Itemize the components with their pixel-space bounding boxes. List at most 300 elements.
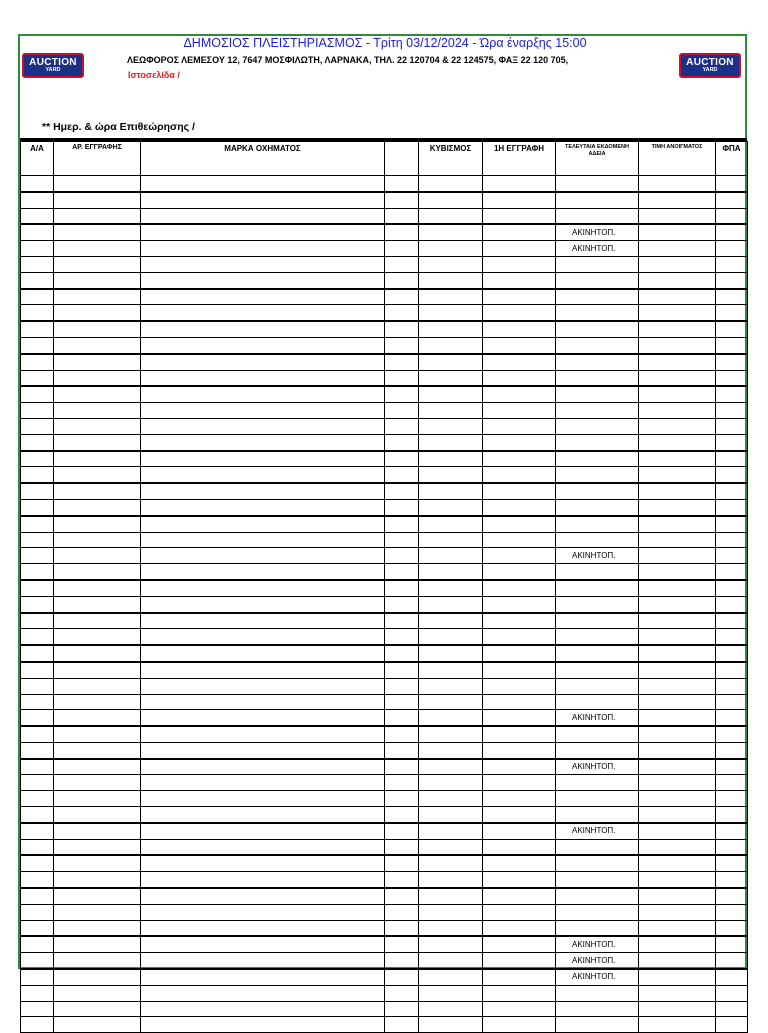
table-cell [716, 920, 748, 936]
license-cell [556, 403, 639, 419]
license-cell [556, 629, 639, 645]
table-cell [716, 548, 748, 564]
table-cell [54, 985, 141, 1001]
table-cell [54, 256, 141, 272]
table-cell [639, 403, 716, 419]
table-cell [54, 386, 141, 402]
table-cell [385, 256, 419, 272]
table-cell [141, 742, 385, 758]
table-cell [419, 418, 483, 434]
table-cell [141, 936, 385, 952]
table-row [21, 272, 748, 288]
table-cell [419, 904, 483, 920]
license-cell [556, 1001, 639, 1017]
table-row [21, 985, 748, 1001]
table-cell [385, 872, 419, 888]
table-cell [141, 888, 385, 904]
table-cell [419, 499, 483, 515]
table-cell [141, 580, 385, 596]
table-cell [483, 564, 556, 580]
table-cell [141, 451, 385, 467]
table-cell [385, 370, 419, 386]
table-cell [141, 953, 385, 969]
table-cell [639, 516, 716, 532]
auction-title: ΔΗΜΟΣΙΟΣ ΠΛΕΙΣΤΗΡΙΑΣΜΟΣ - Τρίτη 03/12/2024 - Ώρα έναρξης 15:00 [183, 36, 587, 50]
table-cell [21, 629, 54, 645]
table-cell [54, 904, 141, 920]
table-row [21, 936, 748, 952]
table-cell [141, 791, 385, 807]
license-cell [556, 354, 639, 370]
table-cell [419, 548, 483, 564]
table-cell [483, 1017, 556, 1033]
table-cell [419, 759, 483, 775]
table-cell [21, 241, 54, 257]
license-cell [556, 208, 639, 224]
table-cell [716, 321, 748, 337]
table-cell [21, 256, 54, 272]
table-cell [483, 888, 556, 904]
table-cell [385, 224, 419, 240]
table-cell [385, 548, 419, 564]
table-cell [21, 742, 54, 758]
table-cell [21, 224, 54, 240]
table-cell [141, 710, 385, 726]
table-cell [21, 872, 54, 888]
table-cell [419, 403, 483, 419]
table-cell [141, 920, 385, 936]
table-cell [141, 678, 385, 694]
table-cell [716, 1001, 748, 1017]
table-cell [141, 241, 385, 257]
table-cell [141, 823, 385, 839]
table-cell [385, 1001, 419, 1017]
table-cell [21, 289, 54, 305]
table-cell [141, 354, 385, 370]
license-cell [556, 596, 639, 612]
license-cell [556, 872, 639, 888]
table-row [21, 305, 748, 321]
table-cell [385, 662, 419, 678]
table-cell [483, 548, 556, 564]
license-cell [556, 613, 639, 629]
table-cell [419, 855, 483, 871]
table-cell [483, 969, 556, 985]
table-cell [385, 645, 419, 662]
table-cell [385, 451, 419, 467]
table-cell [21, 192, 54, 208]
table-cell [141, 1001, 385, 1017]
table-cell [385, 467, 419, 483]
table-cell [141, 224, 385, 240]
table-cell [141, 904, 385, 920]
table-row [21, 467, 748, 483]
table-cell [716, 823, 748, 839]
table-row [21, 386, 748, 402]
table-cell [141, 985, 385, 1001]
table-cell [141, 403, 385, 419]
col-header-last-license: ΤΕΛΕΥΤΑΙΑ ΕΚΔΟΜΕΝΗ ΑΔΕΙΑ [556, 142, 639, 176]
table-cell [21, 920, 54, 936]
table-cell [54, 289, 141, 305]
table-cell [639, 434, 716, 450]
table-cell [21, 451, 54, 467]
table-cell [639, 904, 716, 920]
table-row [21, 548, 748, 564]
table-cell [419, 516, 483, 532]
table-cell [639, 985, 716, 1001]
table-cell [419, 969, 483, 985]
table-cell [639, 1001, 716, 1017]
table-cell [54, 305, 141, 321]
table-cell [639, 548, 716, 564]
table-cell [639, 953, 716, 969]
table-cell [385, 855, 419, 871]
table-cell [419, 192, 483, 208]
table-cell [419, 596, 483, 612]
table-cell [483, 467, 556, 483]
table-cell [639, 451, 716, 467]
license-cell [556, 434, 639, 450]
table-cell [385, 434, 419, 450]
table-cell [54, 483, 141, 499]
license-cell: ΑΚΙΝΗΤΟΠ. [556, 759, 639, 775]
table-cell [54, 662, 141, 678]
license-cell [556, 662, 639, 678]
logo-text-main: AUCTION [29, 57, 77, 68]
table-cell [419, 742, 483, 758]
table-row [21, 839, 748, 855]
table-cell [716, 969, 748, 985]
table-cell [54, 823, 141, 839]
table-cell [716, 208, 748, 224]
table-row [21, 872, 748, 888]
table-cell [639, 596, 716, 612]
table-cell [483, 726, 556, 742]
table-row [21, 904, 748, 920]
table-row [21, 791, 748, 807]
license-cell [556, 418, 639, 434]
table-cell [639, 969, 716, 985]
table-cell [483, 678, 556, 694]
table-cell [483, 580, 556, 596]
table-cell [21, 403, 54, 419]
license-cell [556, 888, 639, 904]
license-cell [556, 855, 639, 871]
table-cell [21, 613, 54, 629]
table-cell [21, 1017, 54, 1033]
license-cell [556, 192, 639, 208]
license-cell: ΑΚΙΝΗΤΟΠ. [556, 936, 639, 952]
table-cell [141, 467, 385, 483]
table-cell [385, 176, 419, 192]
table-cell [21, 208, 54, 224]
table-row [21, 613, 748, 629]
table-cell [21, 434, 54, 450]
inspection-label: ** Ημερ. & ώρα Επιθεώρησης / [42, 121, 195, 133]
table-cell [716, 337, 748, 353]
license-cell [556, 337, 639, 353]
table-cell [639, 208, 716, 224]
license-cell: ΑΚΙΝΗΤΟΠ. [556, 224, 639, 240]
table-cell [639, 241, 716, 257]
table-cell [21, 678, 54, 694]
table-cell [419, 710, 483, 726]
table-cell [385, 694, 419, 710]
table-cell [716, 710, 748, 726]
table-cell [716, 386, 748, 402]
license-cell [556, 726, 639, 742]
table-cell [483, 532, 556, 548]
table-cell [141, 321, 385, 337]
table-cell [716, 742, 748, 758]
license-cell [556, 775, 639, 791]
table-cell [419, 224, 483, 240]
table-cell [54, 224, 141, 240]
table-cell [716, 370, 748, 386]
table-cell [385, 208, 419, 224]
table-cell [639, 888, 716, 904]
table-cell [483, 418, 556, 434]
table-cell [21, 985, 54, 1001]
table-cell [419, 208, 483, 224]
table-cell [716, 305, 748, 321]
license-cell [556, 678, 639, 694]
license-cell [556, 305, 639, 321]
table-cell [483, 936, 556, 952]
table-cell [483, 176, 556, 192]
table-cell [141, 272, 385, 288]
table-cell [483, 629, 556, 645]
table-cell [716, 985, 748, 1001]
table-cell [716, 613, 748, 629]
table-cell [483, 208, 556, 224]
table-row [21, 645, 748, 662]
table-cell [385, 953, 419, 969]
table-cell [21, 953, 54, 969]
table-cell [21, 354, 54, 370]
table-cell [385, 839, 419, 855]
license-cell [556, 564, 639, 580]
table-cell [419, 678, 483, 694]
table-cell [483, 775, 556, 791]
table-cell [21, 483, 54, 499]
table-cell [483, 256, 556, 272]
table-row [21, 775, 748, 791]
license-cell [556, 499, 639, 515]
table-cell [639, 936, 716, 952]
table-row [21, 596, 748, 612]
table-cell [716, 936, 748, 952]
table-cell [483, 596, 556, 612]
table-cell [639, 823, 716, 839]
license-cell [556, 742, 639, 758]
table-cell [716, 662, 748, 678]
table-cell [639, 289, 716, 305]
table-cell [21, 969, 54, 985]
table-row [21, 580, 748, 596]
table-cell [483, 872, 556, 888]
table-cell [141, 516, 385, 532]
table-cell [21, 516, 54, 532]
table-cell [141, 289, 385, 305]
table-cell [21, 807, 54, 823]
table-cell [141, 839, 385, 855]
table-cell [639, 321, 716, 337]
logo-text-sub: YARD [45, 67, 61, 73]
table-cell [419, 953, 483, 969]
table-row [21, 855, 748, 871]
table-cell [54, 888, 141, 904]
table-cell [54, 855, 141, 871]
auction-yard-logo-right [679, 53, 741, 78]
table-cell [716, 516, 748, 532]
table-cell [21, 904, 54, 920]
table-cell [639, 678, 716, 694]
table-cell [385, 596, 419, 612]
table-row [21, 434, 748, 450]
table-row [21, 176, 748, 192]
table-cell [419, 645, 483, 662]
table-cell [385, 403, 419, 419]
table-cell [21, 775, 54, 791]
table-cell [639, 920, 716, 936]
table-cell [54, 241, 141, 257]
table-cell [483, 434, 556, 450]
license-cell: ΑΚΙΝΗΤΟΠ. [556, 969, 639, 985]
license-cell [556, 289, 639, 305]
table-cell [141, 176, 385, 192]
table-cell [54, 548, 141, 564]
table-cell [21, 710, 54, 726]
col-header-blank [385, 142, 419, 176]
table-cell [141, 969, 385, 985]
table-cell [483, 953, 556, 969]
table-cell [483, 1001, 556, 1017]
table-cell [385, 499, 419, 515]
table-cell [54, 1017, 141, 1033]
table-cell [419, 305, 483, 321]
table-cell [716, 726, 748, 742]
table-cell [419, 532, 483, 548]
table-cell [54, 337, 141, 353]
table-cell [639, 483, 716, 499]
table-cell [419, 872, 483, 888]
table-cell [141, 337, 385, 353]
table-cell [483, 305, 556, 321]
table-cell [385, 888, 419, 904]
table-cell [141, 564, 385, 580]
table-cell [21, 726, 54, 742]
table-row [21, 192, 748, 208]
table-cell [385, 759, 419, 775]
table-cell [419, 613, 483, 629]
table-cell [419, 564, 483, 580]
table-cell [21, 823, 54, 839]
table-cell [483, 985, 556, 1001]
table-cell [54, 1001, 141, 1017]
table-cell [483, 791, 556, 807]
table-cell [419, 483, 483, 499]
table-cell [639, 839, 716, 855]
table-cell [54, 791, 141, 807]
table-cell [419, 1017, 483, 1033]
license-cell [556, 256, 639, 272]
license-cell [556, 386, 639, 402]
table-cell [716, 759, 748, 775]
license-cell: ΑΚΙΝΗΤΟΠ. [556, 823, 639, 839]
table-cell [639, 759, 716, 775]
table-cell [483, 694, 556, 710]
table-cell [141, 1017, 385, 1033]
license-cell: ΑΚΙΝΗΤΟΠ. [556, 241, 639, 257]
table-cell [419, 321, 483, 337]
table-cell [21, 532, 54, 548]
table-cell [483, 289, 556, 305]
table-cell [54, 516, 141, 532]
table-cell [54, 564, 141, 580]
table-cell [21, 467, 54, 483]
table-cell [21, 499, 54, 515]
table-cell [54, 208, 141, 224]
table-row [21, 337, 748, 353]
table-cell [639, 775, 716, 791]
col-header-vat: ΦΠΑ [716, 142, 748, 176]
table-cell [483, 645, 556, 662]
table-cell [21, 936, 54, 952]
table-cell [21, 694, 54, 710]
col-header-engine-size: ΚΥΒΙΣΜΟΣ [419, 142, 483, 176]
table-cell [639, 694, 716, 710]
table-cell [385, 386, 419, 402]
table-cell [21, 564, 54, 580]
table-cell [141, 548, 385, 564]
table-cell [639, 855, 716, 871]
table-cell [483, 354, 556, 370]
table-row [21, 807, 748, 823]
table-cell [639, 645, 716, 662]
table-cell [483, 613, 556, 629]
table-cell [385, 969, 419, 985]
table-cell [54, 726, 141, 742]
license-cell [556, 176, 639, 192]
table-cell [639, 742, 716, 758]
table-cell [639, 662, 716, 678]
table-cell [419, 467, 483, 483]
table-cell [716, 645, 748, 662]
table-cell [385, 337, 419, 353]
table-cell [54, 499, 141, 515]
table-cell [483, 710, 556, 726]
table-cell [141, 694, 385, 710]
table-cell [385, 354, 419, 370]
license-cell [556, 985, 639, 1001]
table-cell [54, 678, 141, 694]
table-cell [483, 370, 556, 386]
table-cell [639, 467, 716, 483]
table-cell [21, 662, 54, 678]
table-cell [21, 548, 54, 564]
table-cell [639, 791, 716, 807]
table-cell [716, 807, 748, 823]
table-cell [141, 434, 385, 450]
table-row [21, 759, 748, 775]
table-row [21, 403, 748, 419]
table-cell [716, 434, 748, 450]
table-cell [54, 467, 141, 483]
table-cell [716, 451, 748, 467]
table-cell [385, 791, 419, 807]
